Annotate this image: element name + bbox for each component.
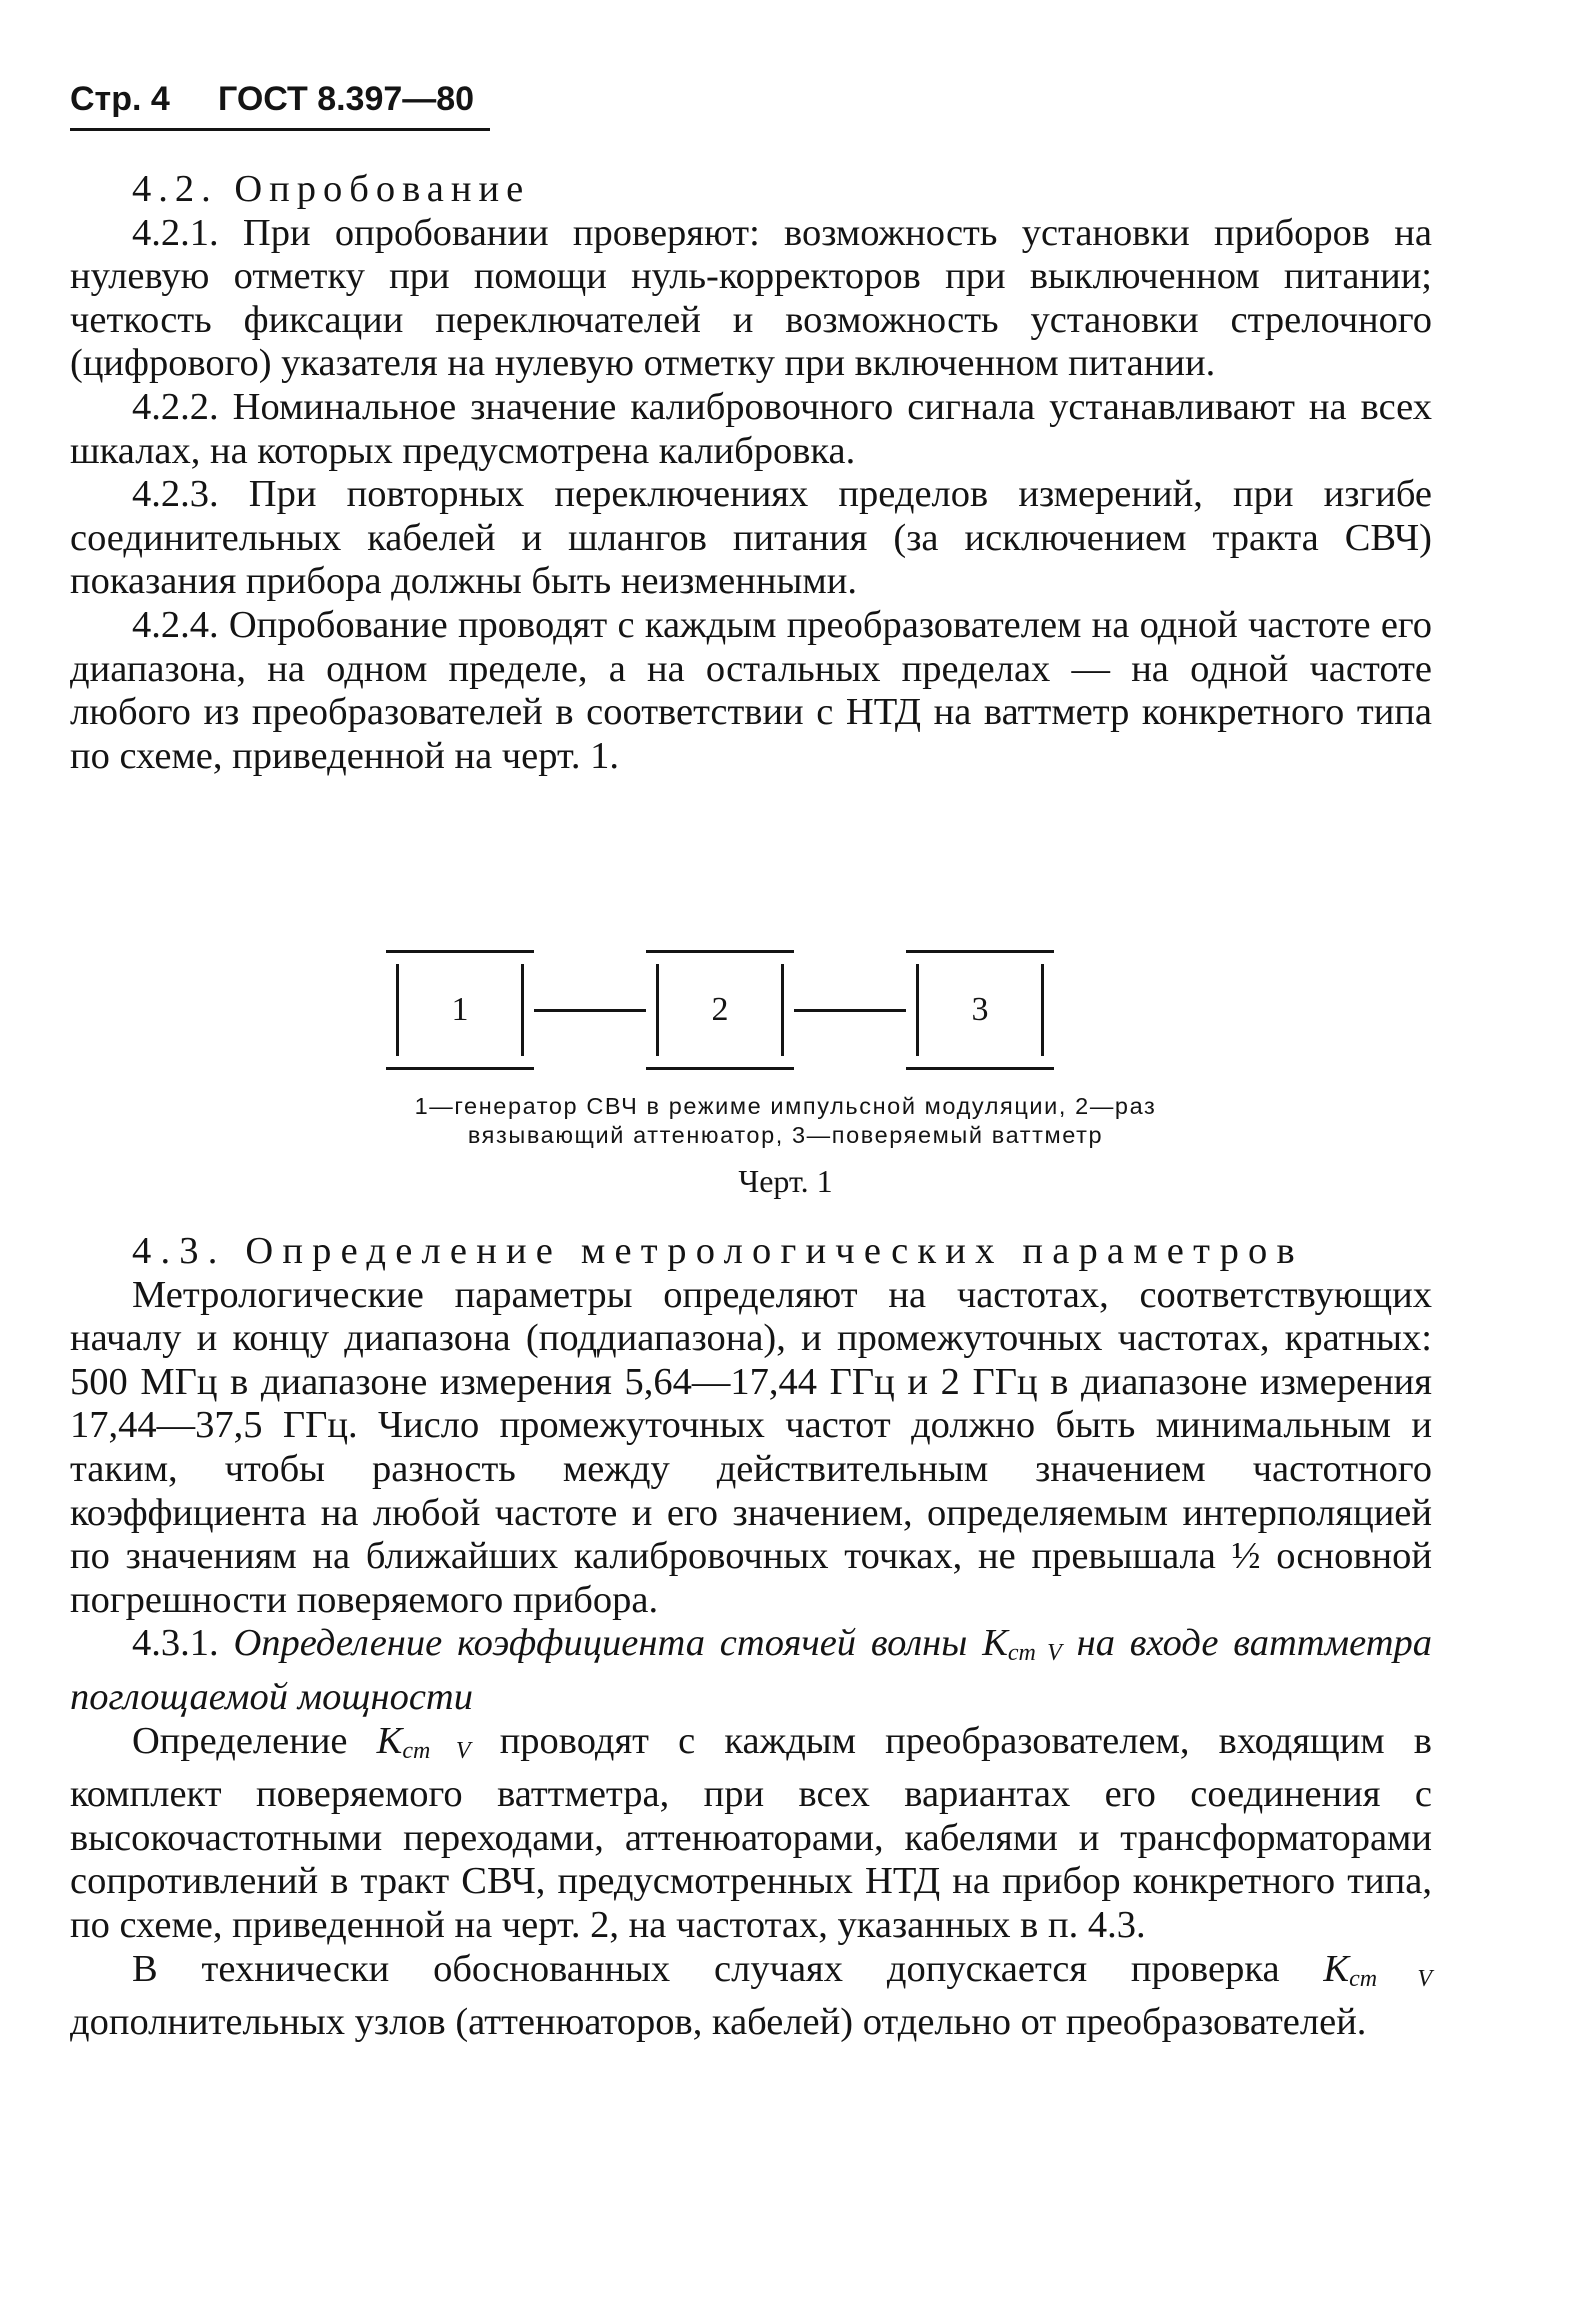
para-4-3-1-a-start: Определение bbox=[132, 1719, 348, 1762]
para-4-2-4: 4.2.4. Опробование проводят с каждым преобразователем на одной частоте его диапазона, на одном пределе, а на остальных пределах — на одной частоте любого из преобразователей в соответствии с НТД на ваттметр конкретного типа по схеме, приведенной на черт. 1. bbox=[70, 603, 1432, 777]
para-4-3-1-a bbox=[70, 1720, 1432, 1948]
k-subscript: ст V bbox=[1007, 1640, 1062, 1667]
diagram-block-1 bbox=[386, 950, 534, 1070]
para-4-3-intro: Метрологические параметры определяют на частотах, соответствующих началу и концу диапазона (поддиапазона), и промежуточных частотах, кратных: 500 МГц в диапазоне измерения 5,64—17,44 ГГц и 2 ГГц в диапазоне измерения 17,44—37,5 ГГц. Число промежуточных частот должно быть минимальным и таким, чтобы разность между действительным значением частотного коэффициента на любой частоте и его значением, определяемым интерполяцией по значениям на ближайших калибровочных точках, не превышала ½ основной погрешности поверяемого прибора. bbox=[70, 1273, 1432, 1621]
section-4-3 bbox=[70, 1230, 1432, 2045]
k-symbol: K bbox=[376, 1719, 403, 1762]
k-symbol: K bbox=[982, 1622, 1008, 1665]
figure-1-caption bbox=[0, 1092, 1571, 1150]
connector-2-3 bbox=[794, 1009, 906, 1012]
figure-1-block-diagram bbox=[0, 950, 1571, 1090]
para-4-2-1: 4.2.1. При опробовании проверяют: возможность установки приборов на нулевую отметку при помощи нуль-корректоров при выключенном питании; четкость фиксации переключателей и возможность установки стрелочного (цифрового) указателя на нулевую отметку при включенном питании. bbox=[70, 211, 1432, 385]
subsection-title-part-2: на входе ваттметра поглощаемой мощности bbox=[70, 1622, 1433, 1718]
para-4-3-1-a-rest: проводят с каждым преобразователем, входящим в комплект поверяемого ваттметра, при всех вариантах его соединения с высокочастотными переходами, аттенюаторами, кабелями и трансформаторами сопротивлений в тракт СВЧ, предусмотренных НТД на прибор конкретного типа, по схеме, приведенной на черт. 2, на частотах, указанных в п. 4.3. bbox=[70, 1719, 1432, 1946]
page-number: Стр. 4 bbox=[70, 80, 170, 118]
para-4-3-1-b-start: В технически обоснованных случаях допускается проверка bbox=[132, 1947, 1280, 1990]
k-subscript: ст V bbox=[402, 1737, 471, 1764]
diagram-block-2 bbox=[646, 950, 794, 1070]
k-symbol: K bbox=[1323, 1947, 1350, 1990]
subsection-4-3-1-title bbox=[70, 1622, 1432, 1719]
standard-code: ГОСТ 8.397—80 bbox=[218, 80, 475, 118]
section-4-2-title: 4.2. Опробование bbox=[132, 168, 531, 210]
connector-1-2 bbox=[534, 1009, 646, 1012]
para-4-2-2: 4.2.2. Номинальное значение калибровочного сигнала устанавливают на всех шкалах, на которых предусмотрена калибровка. bbox=[70, 385, 1432, 472]
figure-1-title: Черт. 1 bbox=[738, 1163, 833, 1199]
para-4-3-1-b bbox=[70, 1948, 1432, 2045]
k-subscript: ст V bbox=[1349, 1965, 1432, 1992]
header-rule bbox=[70, 128, 490, 131]
subsection-title-part-1: Определение коэффициента стоячей волны bbox=[233, 1622, 968, 1665]
para-4-3-1-b-rest: дополнительных узлов (аттенюаторов, кабелей) отдельно от преобразователей. bbox=[70, 2001, 1367, 2044]
block-2-label: 2 bbox=[656, 964, 784, 1056]
page-header bbox=[70, 80, 490, 128]
block-1-label: 1 bbox=[396, 964, 524, 1056]
caption-line-2: вязывающий аттенюатор, 3—поверяемый ваттметр bbox=[467, 1122, 1104, 1148]
section-4-3-title: 4.3. Определение метрологических параметров bbox=[132, 1230, 1304, 1272]
caption-line-1: 1—генератор СВЧ в режиме импульсной модуляции, 2—раз bbox=[414, 1093, 1157, 1119]
para-4-2-3: 4.2.3. При повторных переключениях пределов измерений, при изгибе соединительных кабелей и шлангов питания (за исключением тракта СВЧ) показания прибора должны быть неизменными. bbox=[70, 473, 1432, 603]
subsection-number: 4.3.1. bbox=[132, 1622, 219, 1665]
block-3-label: 3 bbox=[916, 964, 1044, 1056]
diagram-block-3 bbox=[906, 950, 1054, 1070]
section-4-2 bbox=[70, 168, 1432, 778]
